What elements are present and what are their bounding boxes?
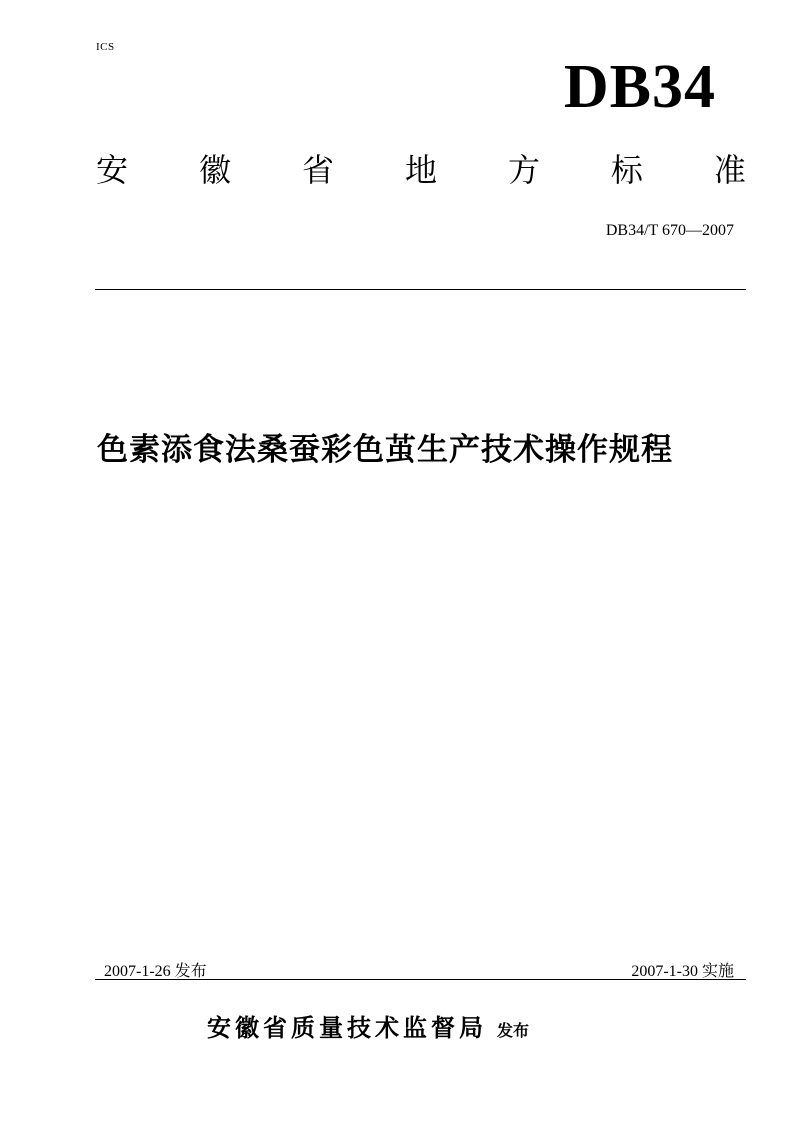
issuer-line — [207, 1008, 529, 1043]
standard-type-char: 徽 — [198, 151, 231, 189]
issuer-suffix: 发布 — [497, 1021, 530, 1040]
standard-type-char: 方 — [507, 151, 540, 189]
standard-type-char: 地 — [404, 151, 437, 189]
issuer-name: 安徽省质量技术监督局 — [207, 1014, 487, 1042]
bottom-divider — [95, 979, 746, 980]
top-divider — [95, 289, 746, 290]
ics-label: ICS — [96, 41, 115, 53]
publish-date: 2007-1-26 发布 — [104, 963, 207, 980]
standard-type-char: 标 — [610, 151, 643, 189]
db-code-heading: DB34 — [563, 53, 716, 121]
document-title: 色素添食法桑蚕彩色茧生产技术操作规程 — [97, 432, 673, 468]
effective-date: 2007-1-30 实施 — [631, 963, 734, 980]
standard-number: DB34/T 670—2007 — [605, 222, 734, 239]
standard-type-char: 准 — [713, 151, 746, 189]
standard-type-heading — [96, 150, 746, 190]
standard-type-char: 省 — [301, 151, 334, 189]
standard-type-char: 安 — [96, 151, 129, 189]
